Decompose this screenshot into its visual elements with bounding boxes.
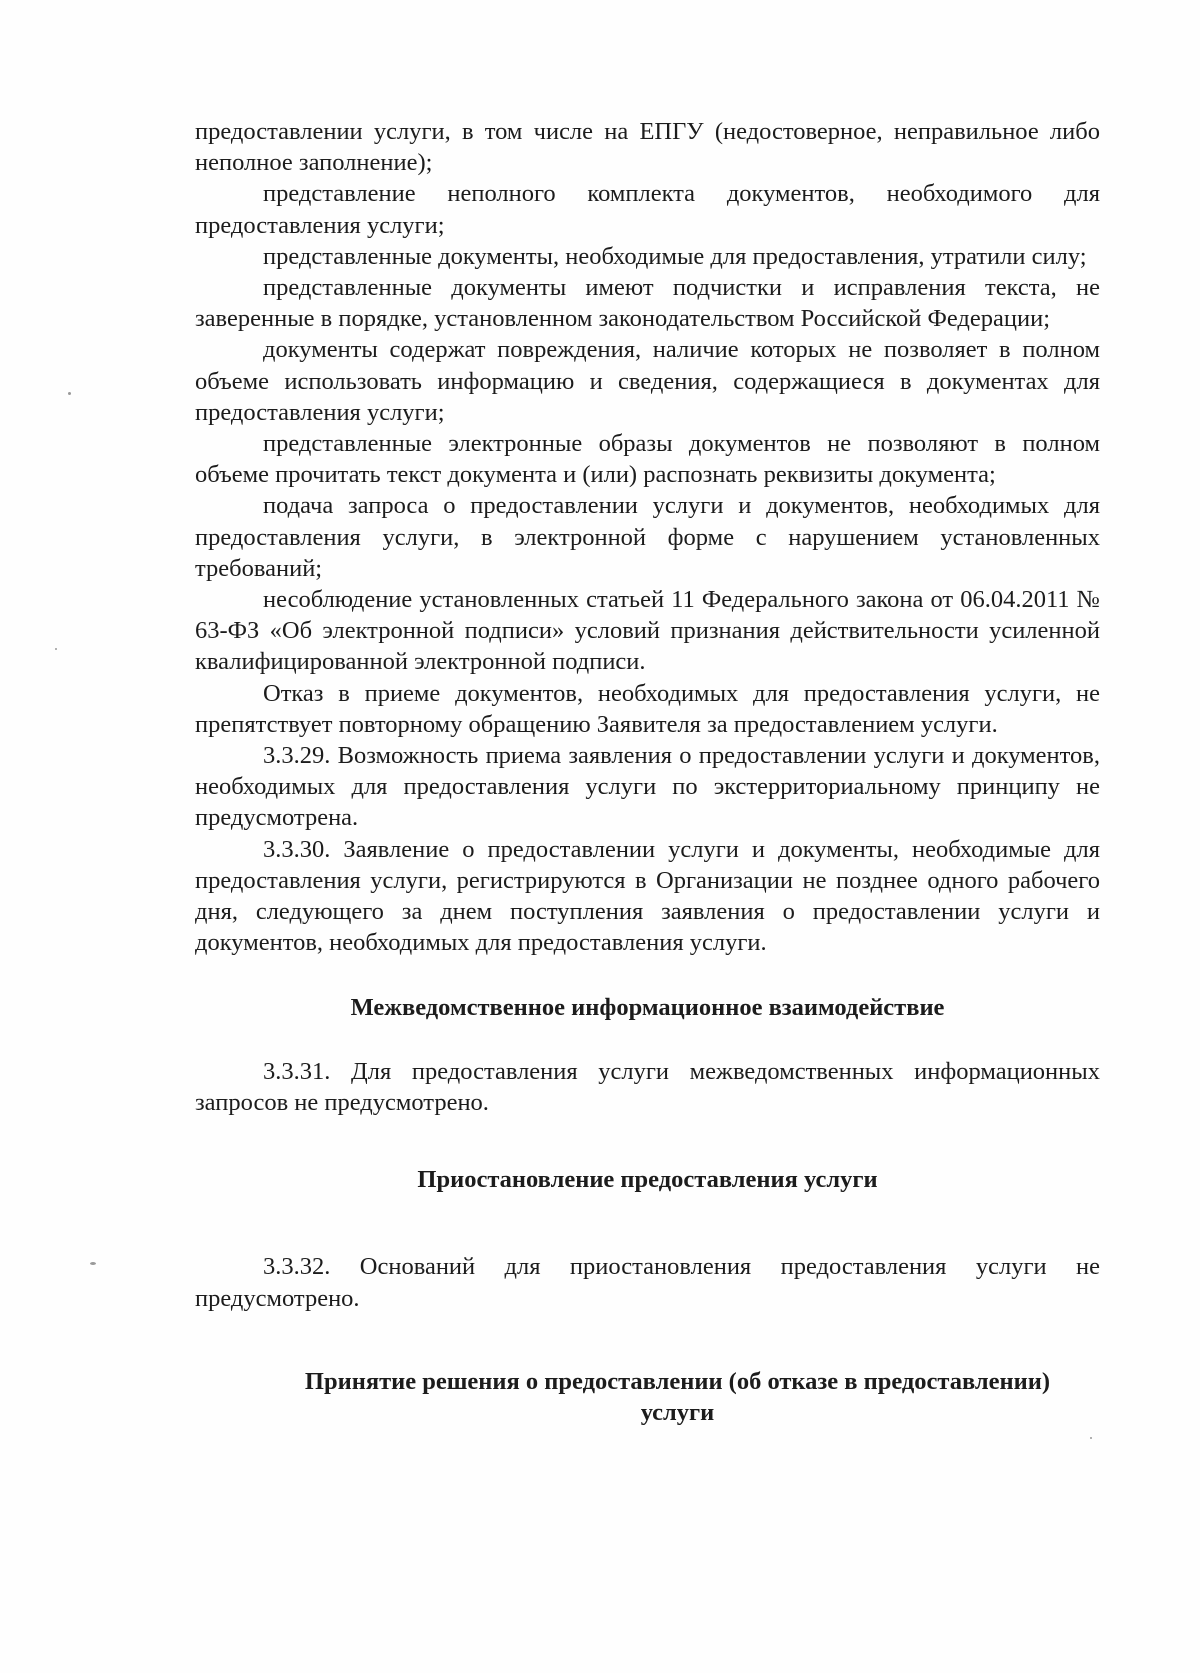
paragraph-signature-conditions: несоблюдение установленных статьей 11 Федерального закона от 06.04.2011 № 63-ФЗ «Об электронной подписи» условий признания действительности усиленной квалифицированной электронной подписи. [195, 586, 1100, 676]
section-heading-suspension: Приостановление предоставления услуги [417, 1166, 878, 1194]
paragraph-3-3-29: 3.3.29. Возможность приема заявления о предоставлении услуги и документов, необходимых для предоставления услуги по экстерриториальному принципу не предусмотрена. [195, 742, 1100, 832]
paragraph-electronic-submission: подача запроса о предоставлении услуги и документов, необходимых для предоставления услуги, в электронной форме с нарушением установленных требований; [195, 492, 1100, 582]
section-heading-decision-line1: Принятие решения о предоставлении (об отказе в предоставлении) [304, 1367, 1051, 1395]
paragraph-3-3-31: 3.3.31. Для предоставления услуги межведомственных информационных запросов не предусмотрено. [195, 1057, 1100, 1116]
paragraph-3-3-30: 3.3.30. Заявление о предоставлении услуги и документы, необходимые для предоставления услуги, регистрируются в Организации не позднее одного рабочего дня, следующего за днем поступления заявления о предоставлении услуги и документов, необходимых для предоставления услуги. [195, 835, 1100, 957]
section-heading-decision-line2: услуги [640, 1398, 715, 1426]
paragraph-continuation: предоставлении услуги, в том числе на ЕПГУ (недостоверное, неправильное либо неполное заполнение); [195, 118, 1100, 177]
paragraph-expired-documents: представленные документы, необходимые для предоставления, утратили силу; [263, 242, 1087, 270]
section-heading-decision [195, 1366, 1100, 1428]
scan-speck [1090, 1437, 1092, 1439]
paragraph-erasures: представленные документы имеют подчистки и исправления текста, не заверенные в порядке, установленном законодательством Российской Федерации; [195, 274, 1100, 333]
scan-speck [68, 392, 71, 395]
scan-speck [90, 1262, 96, 1265]
scan-speck [55, 648, 57, 650]
paragraph-damaged-documents: документы содержат повреждения, наличие которых не позволяет в полном объеме использовать информацию и сведения, содержащиеся в документах для предоставления услуги; [195, 336, 1100, 426]
document-body [195, 116, 1100, 1428]
paragraph-3-3-32: 3.3.32. Оснований для приостановления предоставления услуги не предусмотрено. [195, 1253, 1100, 1312]
paragraph-refusal-note: Отказ в приеме документов, необходимых для предоставления услуги, не препятствует повторному обращению Заявителя за предоставлением услуги. [195, 679, 1100, 738]
paragraph-incomplete-set: представление неполного комплекта документов, необходимого для предоставления услуги; [195, 180, 1100, 239]
paragraph-electronic-images: представленные электронные образы документов не позволяют в полном объеме прочитать текст документа и (или) распознать реквизиты документа; [195, 430, 1100, 489]
section-heading-interagency: Межведомственное информационное взаимодействие [350, 994, 945, 1022]
